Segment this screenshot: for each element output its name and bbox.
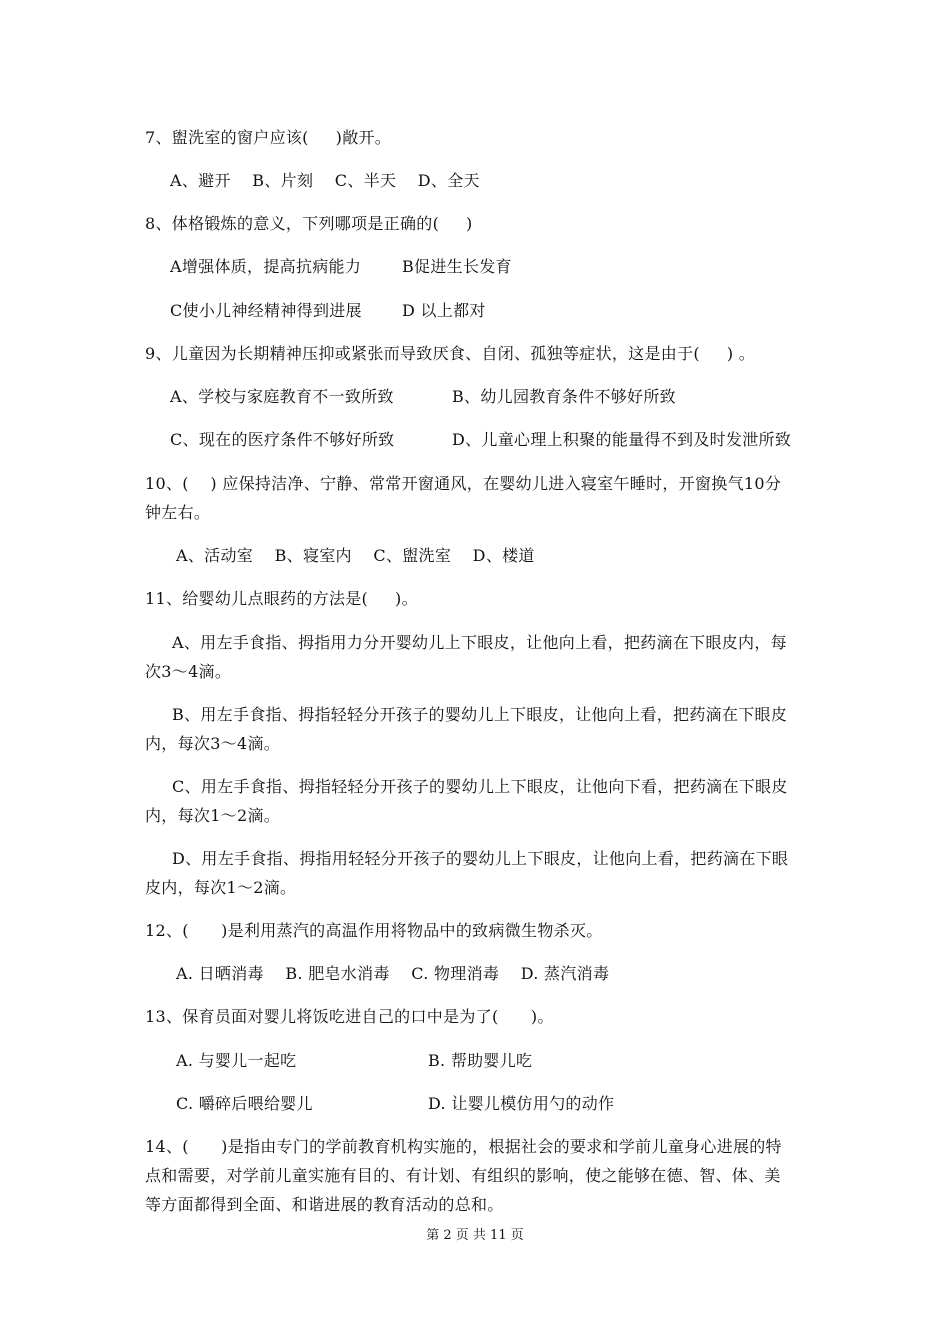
question-8-option-a: A增强体质，提高抗病能力 bbox=[170, 257, 362, 276]
question-7-stem: 7、盥洗室的窗户应该( )敞开。 bbox=[145, 128, 392, 147]
question-10-stem-line-2: 钟左右。 bbox=[145, 503, 211, 522]
question-11-option-c-line-2: 内，每次1～2滴。 bbox=[145, 806, 281, 825]
question-13-option-b: B. 帮助婴儿吃 bbox=[428, 1051, 533, 1070]
question-13-option-a: A. 与婴儿一起吃 bbox=[176, 1051, 297, 1070]
question-11-stem: 11、给婴幼儿点眼药的方法是( )。 bbox=[145, 589, 418, 608]
question-10-options: A、活动室 B、寝室内 C、盥洗室 D、楼道 bbox=[176, 546, 535, 565]
question-8-option-c: C使小儿神经精神得到进展 bbox=[170, 301, 362, 320]
question-12-options: A. 日晒消毒 B. 肥皂水消毒 C. 物理消毒 D. 蒸汽消毒 bbox=[176, 964, 610, 983]
question-11-option-d-line-2: 皮内，每次1～2滴。 bbox=[145, 878, 297, 897]
question-11-option-d-line-1: D、用左手食指、拇指用轻轻分开孩子的婴幼儿上下眼皮，让他向上看，把药滴在下眼 bbox=[172, 849, 789, 868]
question-11-option-c-line-1: C、用左手食指、拇指轻轻分开孩子的婴幼儿上下眼皮，让他向下看，把药滴在下眼皮 bbox=[172, 777, 788, 796]
question-13-option-d: D. 让婴儿模仿用勺的动作 bbox=[428, 1094, 615, 1113]
question-9-option-a: A、学校与家庭教育不一致所致 bbox=[170, 387, 394, 406]
question-13-option-c: C. 嚼碎后喂给婴儿 bbox=[176, 1094, 313, 1113]
question-11-option-b-line-1: B、用左手食指、拇指轻轻分开孩子的婴幼儿上下眼皮，让他向上看，把药滴在下眼皮 bbox=[172, 705, 788, 724]
question-14-stem-line-2: 点和需要，对学前儿童实施有目的、有计划、有组织的影响，使之能够在德、智、体、美 bbox=[145, 1166, 781, 1185]
question-11-option-a-line-2: 次3～4滴。 bbox=[145, 662, 232, 681]
question-8-option-d: D 以上都对 bbox=[402, 301, 486, 320]
question-13-stem: 13、保育员面对婴儿将饭吃进自己的口中是为了( )。 bbox=[145, 1007, 554, 1026]
page-number-footer: 第 2 页 共 11 页 bbox=[426, 1228, 524, 1243]
question-8-option-b: B促进生长发育 bbox=[402, 257, 512, 276]
question-14-stem-line-1: 14、( )是指由专门的学前教育机构实施的，根据社会的要求和学前儿童身心进展的特 bbox=[145, 1137, 782, 1156]
question-9-option-b: B、幼儿园教育条件不够好所致 bbox=[452, 387, 676, 406]
question-9-option-c: C、现在的医疗条件不够好所致 bbox=[170, 430, 395, 449]
question-11-option-a-line-1: A、用左手食指、拇指用力分开婴幼儿上下眼皮，让他向上看，把药滴在下眼皮内，每 bbox=[172, 633, 787, 652]
question-10-stem-line-1: 10、( ) 应保持洁净、宁静、常常开窗通风，在婴幼儿进入寝室午睡时，开窗换气10分 bbox=[145, 474, 782, 493]
question-12-stem: 12、( )是利用蒸汽的高温作用将物品中的致病微生物杀灭。 bbox=[145, 921, 603, 940]
question-14-stem-line-3: 等方面都得到全面、和谐进展的教育活动的总和。 bbox=[145, 1195, 504, 1214]
question-7-options: A、避开 B、片刻 C、半天 D、全天 bbox=[170, 171, 480, 190]
question-8-stem: 8、体格锻炼的意义，下列哪项是正确的( ) bbox=[145, 214, 473, 233]
question-9-option-d: D、儿童心理上积聚的能量得不到及时发泄所致 bbox=[452, 430, 792, 449]
question-11-option-b-line-2: 内，每次3～4滴。 bbox=[145, 734, 281, 753]
question-9-stem: 9、儿童因为长期精神压抑或紧张而导致厌食、自闭、孤独等症状，这是由于( ) 。 bbox=[145, 344, 756, 363]
